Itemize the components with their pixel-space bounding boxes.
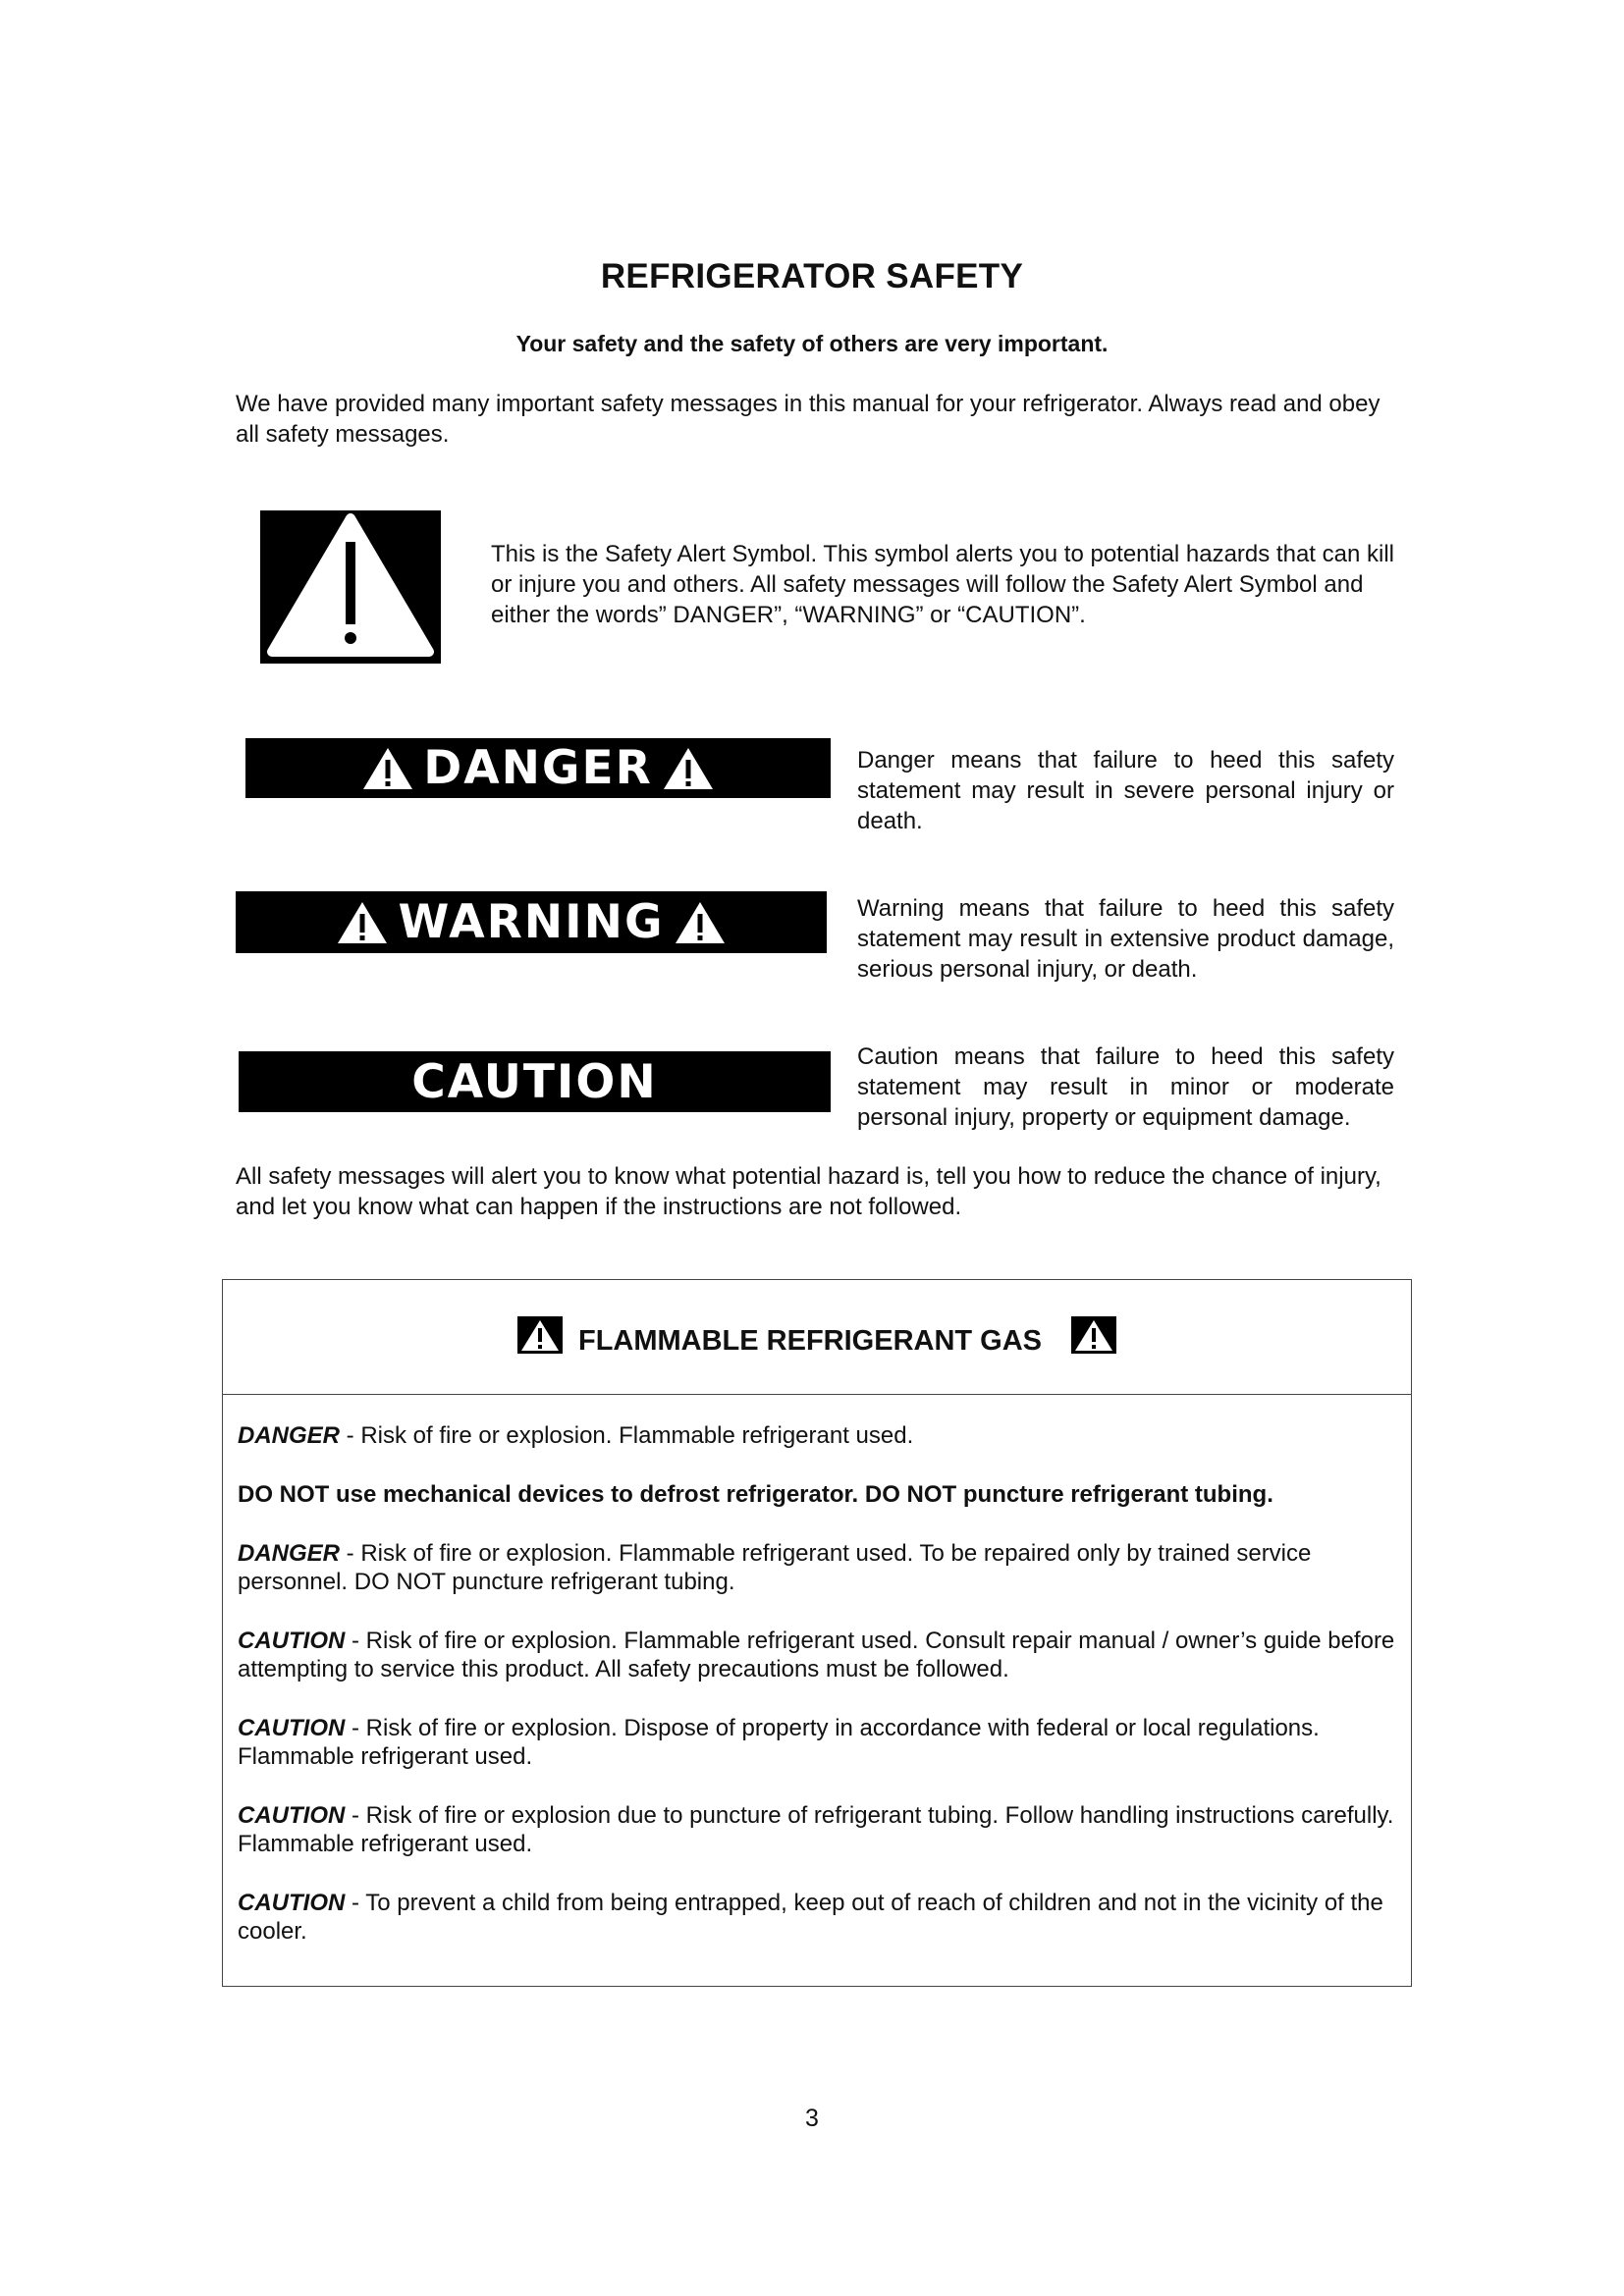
message-text: - Risk of fire or explosion. Dispose of property in accordance with federal or local regulations. Flammable refrigerant used. bbox=[238, 1715, 1320, 1770]
intro-paragraph: We have provided many important safety messages in this manual for your refrigerator. Always read and obey all safety messages. bbox=[236, 391, 1380, 448]
caution-banner bbox=[239, 1051, 831, 1112]
flammable-box-body bbox=[238, 1421, 1396, 1976]
message-keyword: CAUTION bbox=[238, 1628, 346, 1654]
safety-message bbox=[238, 1539, 1396, 1596]
page-subtitle: Your safety and the safety of others are very important. bbox=[515, 331, 1109, 356]
safety-alert-icon bbox=[517, 1316, 563, 1354]
message-text: - Risk of fire or explosion. Flammable refrigerant used. To be repaired only by trained service personnel. DO NOT puncture refrigerant tubing. bbox=[238, 1540, 1312, 1595]
message-text: - Risk of fire or explosion. Flammable refrigerant used. bbox=[340, 1422, 914, 1449]
caution-definition: Caution means that failure to heed this safety statement may result in minor or moderate personal injury, property or equipment damage. bbox=[857, 1043, 1394, 1131]
safety-message bbox=[238, 1801, 1396, 1858]
warning-triangle-icon bbox=[335, 899, 390, 946]
message-text: DO NOT use mechanical devices to defrost refrigerator. DO NOT puncture refrigerant tubing. bbox=[238, 1481, 1273, 1508]
warning-triangle-icon bbox=[661, 745, 716, 792]
warning-triangle-icon bbox=[673, 899, 728, 946]
safety-message bbox=[238, 1421, 1396, 1450]
safety-alert-description: This is the Safety Alert Symbol. This symbol alerts you to potential hazards that can kill or injure you and others. All safety messages will follow the Safety Alert Symbol and either the words” DANGER”, “WARNING” or “CAUTION”. bbox=[491, 541, 1394, 628]
message-text: - To prevent a child from being entrapped, keep out of reach of children and not in the vicinity of the cooler. bbox=[238, 1890, 1383, 1945]
summary-paragraph: All safety messages will alert you to know what potential hazard is, tell you how to reduce the chance of injury, and let you know what can happen if the instructions are not followed. bbox=[236, 1163, 1381, 1220]
safety-alert-icon bbox=[1071, 1316, 1116, 1354]
warning-triangle-icon bbox=[360, 745, 415, 792]
danger-banner bbox=[245, 738, 831, 798]
safety-message bbox=[238, 1889, 1396, 1946]
message-keyword: CAUTION bbox=[238, 1715, 346, 1741]
warning-label: WARNING bbox=[398, 895, 665, 949]
message-keyword: DANGER bbox=[238, 1422, 341, 1449]
flammable-box-title: FLAMMABLE REFRIGERANT GAS bbox=[577, 1324, 1043, 1357]
message-text: - Risk of fire or explosion. Flammable refrigerant used. Consult repair manual / owner’s guide before attempting to service this product. All safety precautions must be followed. bbox=[238, 1628, 1395, 1682]
page-title: REFRIGERATOR SAFETY bbox=[600, 257, 1024, 295]
message-keyword: CAUTION bbox=[238, 1890, 346, 1916]
safety-message bbox=[238, 1627, 1396, 1683]
message-text: - Risk of fire or explosion due to puncture of refrigerant tubing. Follow handling instructions carefully. Flammable refrigerant used. bbox=[238, 1802, 1394, 1857]
danger-definition: Danger means that failure to heed this safety statement may result in severe personal injury or death. bbox=[857, 747, 1394, 834]
page-number: 3 bbox=[805, 2105, 819, 2132]
safety-alert-icon bbox=[260, 510, 441, 664]
safety-message bbox=[238, 1714, 1396, 1771]
warning-banner bbox=[236, 891, 827, 953]
message-keyword: DANGER bbox=[238, 1540, 341, 1567]
flammable-box-header bbox=[223, 1280, 1411, 1395]
flammable-refrigerant-box bbox=[222, 1279, 1412, 1987]
message-keyword: CAUTION bbox=[238, 1802, 346, 1829]
danger-label: DANGER bbox=[423, 741, 653, 795]
warning-definition: Warning means that failure to heed this safety statement may result in extensive product damage, serious personal injury, or death. bbox=[857, 895, 1394, 983]
safety-message bbox=[238, 1480, 1396, 1509]
caution-label: CAUTION bbox=[411, 1054, 658, 1109]
